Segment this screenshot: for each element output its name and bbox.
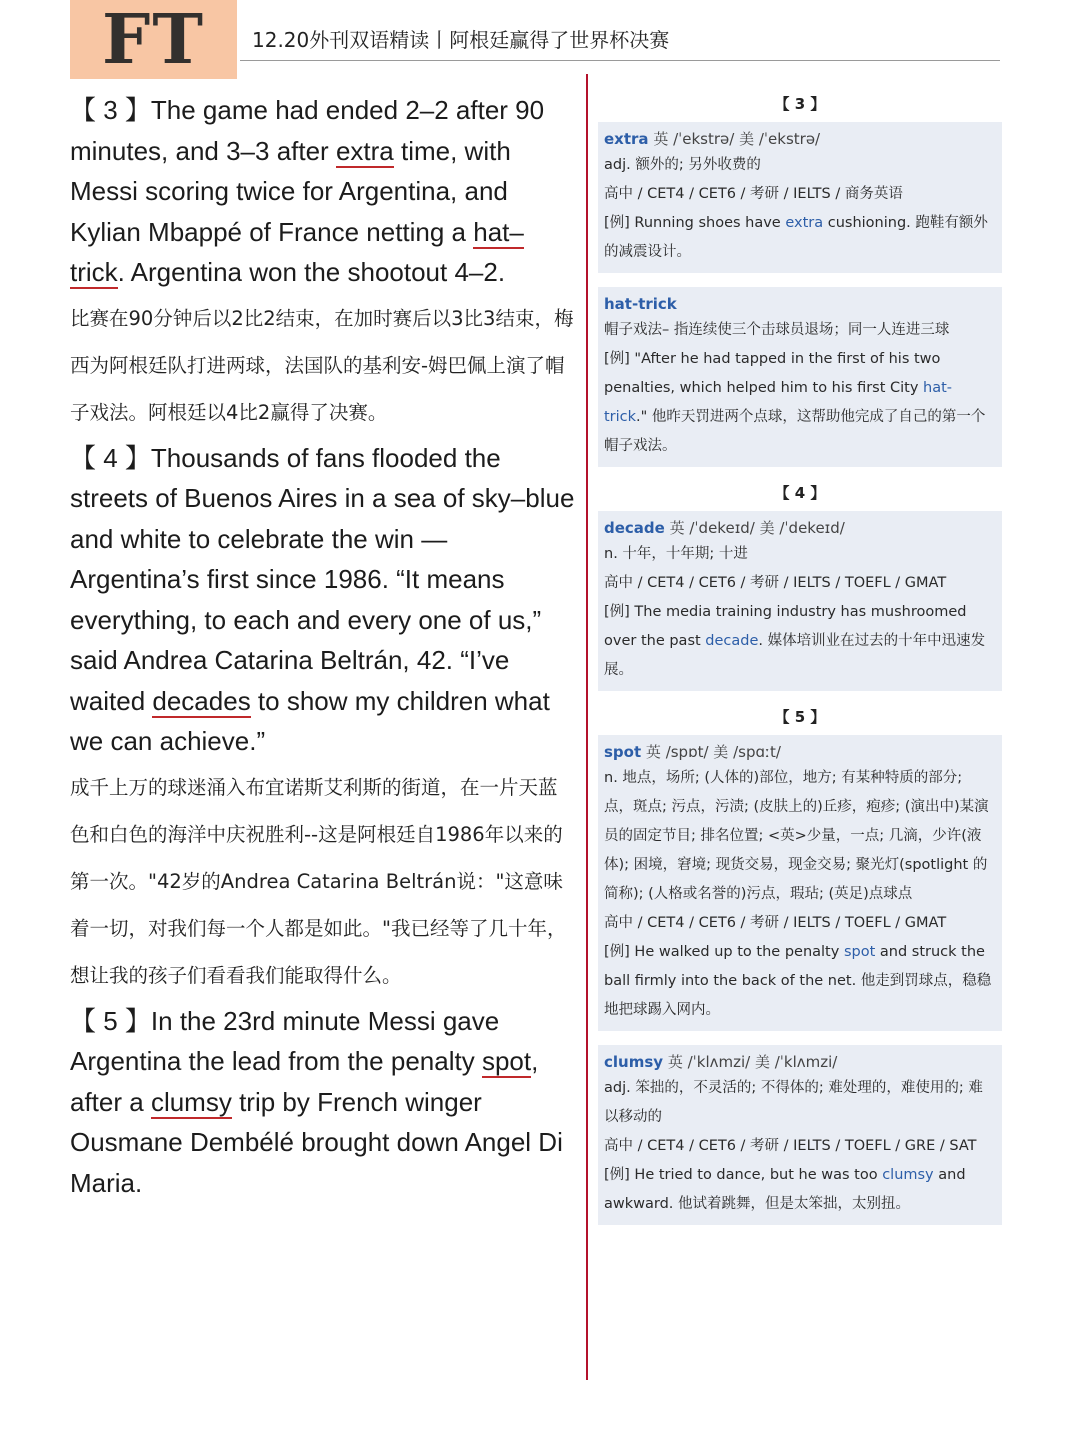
paragraph-4-english: 【 4 】Thousands of fans flooded the streets of Buenos Aires in a sea of sky–blue and white to celebrate the win — Argentina’s first since 1986. “It means everything, to each and every one of us,” said Andrea Catarina Beltrán, 42. “I’ve waited decades to show my children what we can achieve.”: [70, 442, 575, 756]
exam-levels: 高中 / CET4 / CET6 / 考研 / IELTS / TOEFL / GMAT: [604, 575, 947, 591]
headword: spot: [604, 743, 642, 761]
vocab-spot: spot: [481, 1046, 532, 1076]
section-marker-5: 【 5 】: [774, 708, 826, 726]
column-divider: [586, 74, 588, 1380]
headword: hat-trick: [604, 295, 677, 313]
definition: 帽子戏法– 指连续使三个击球员退场；同一人连进三球: [604, 322, 950, 338]
phonetic: 英 /ˈklʌmzi/ 美 /ˈklʌmzi/: [663, 1053, 838, 1071]
phonetic: 英 /ˈekstrə/ 美 /ˈekstrə/: [648, 130, 821, 148]
headword: extra: [604, 130, 649, 148]
example-sentence: [例] He tried to dance, but he was too clumsy and awkward. 他试着跳舞，但是太笨拙，太别扭。: [604, 1167, 966, 1212]
vocab-hat-trick: hat–trick: [70, 216, 524, 287]
headword: decade: [604, 519, 665, 537]
paragraph-4-chinese: 成千上万的球迷涌入布宜诺斯艾利斯的街道，在一片天蓝色和白色的海洋中庆祝胜利--这是阿根廷自1986年以来的第一次。"42岁的Andrea Catarina Beltrán说："这意味着一切，对我们每一个人都是如此。"我已经等了几十年，想让我的孩子们看看我们能取得什么。: [70, 775, 567, 987]
paragraph-5-english: 【 5 】In the 23rd minute Messi gave Argentina the lead from the penalty spot, after a clumsy trip by French winger Ousmane Dembélé brought down Angel Di Maria.: [70, 1005, 563, 1198]
vocab-card-spot: [598, 735, 1002, 1031]
article-column: [70, 90, 576, 1203]
section-marker-3: 【 3 】: [774, 95, 826, 113]
ft-logo: [70, 0, 237, 79]
logo-text: FT: [102, 0, 205, 80]
paragraph-3-chinese: 比赛在90分钟后以2比2结束，在加时赛后以3比3结束，梅西为阿根廷队打进两球，法国队的基利安-姆巴佩上演了帽子戏法。阿根廷以4比2赢得了决赛。: [70, 306, 574, 424]
vocab-clumsy: clumsy: [150, 1086, 232, 1117]
headword: clumsy: [604, 1053, 664, 1071]
section-marker-4: 【 4 】: [774, 484, 826, 502]
example-sentence: [例] The media training industry has mushroomed over the past decade. 媒体培训业在过去的十年中迅速发展。: [604, 604, 986, 678]
page-title: 12.20外刊双语精读丨阿根廷赢得了世界杯决赛: [252, 28, 670, 52]
vocab-card-extra: [598, 122, 1002, 273]
vocab-extra: extra: [335, 135, 394, 166]
example-sentence: [例] He walked up to the penalty spot and struck the ball firmly into the back of the net. 他走到罚球点，稳稳地把球踢入网内。: [604, 944, 992, 1018]
definition: adj. 笨拙的，不灵活的; 不得体的; 难处理的，难使用的; 难以移动的: [604, 1080, 983, 1125]
vocab-card-clumsy: [598, 1045, 1002, 1225]
header-divider: [240, 60, 1000, 61]
vocabulary-column: [598, 92, 1002, 1239]
definition: adj. 额外的; 另外收费的: [604, 157, 761, 173]
exam-levels: 高中 / CET4 / CET6 / 考研 / IELTS / 商务英语: [604, 186, 903, 202]
phonetic: 英 /spɒt/ 美 /spɑːt/: [641, 743, 781, 761]
vocab-card-hat-trick: [598, 287, 1002, 467]
phonetic: 英 /ˈdekeɪd/ 美 /ˈdekeɪd/: [664, 519, 845, 537]
example-sentence: [例] "After he had tapped in the first of his two penalties, which helped him to his first City hat-trick." 他昨天罚进两个点球，这帮助他完成了自己的第一个帽子戏法。: [604, 351, 986, 454]
exam-levels: 高中 / CET4 / CET6 / 考研 / IELTS / TOEFL / GMAT: [604, 915, 947, 931]
example-sentence: [例] Running shoes have extra cushioning. 跑鞋有额外的减震设计。: [604, 215, 988, 260]
vocab-decades: decades: [152, 685, 251, 716]
vocab-card-decade: [598, 511, 1002, 691]
definition: n. 地点，场所; (人体的)部位，地方; 有某种特质的部分; 点，斑点; 污点，污渍; (皮肤上的)丘疹，疱疹; (演出中)某演员的固定节目; 排名位置; <英>少量，一点; 几滴，少许(液体); 困境，窘境; 现货交易，现金交易; 聚光灯(spotlight 的简称); (人格或名誉的)污点，瑕玷; (英足)点球点: [604, 770, 989, 902]
definition: n. 十年，十年期; 十进: [604, 546, 748, 562]
exam-levels: 高中 / CET4 / CET6 / 考研 / IELTS / TOEFL / GRE / SAT: [604, 1138, 977, 1154]
paragraph-3-english: 【 3 】The game had ended 2–2 after 90 minutes, and 3–3 after extra time, with Messi scoring twice for Argentina, and Kylian Mbappé of France netting a hat–trick. Argentina won the shootout 4–2.: [70, 95, 545, 287]
